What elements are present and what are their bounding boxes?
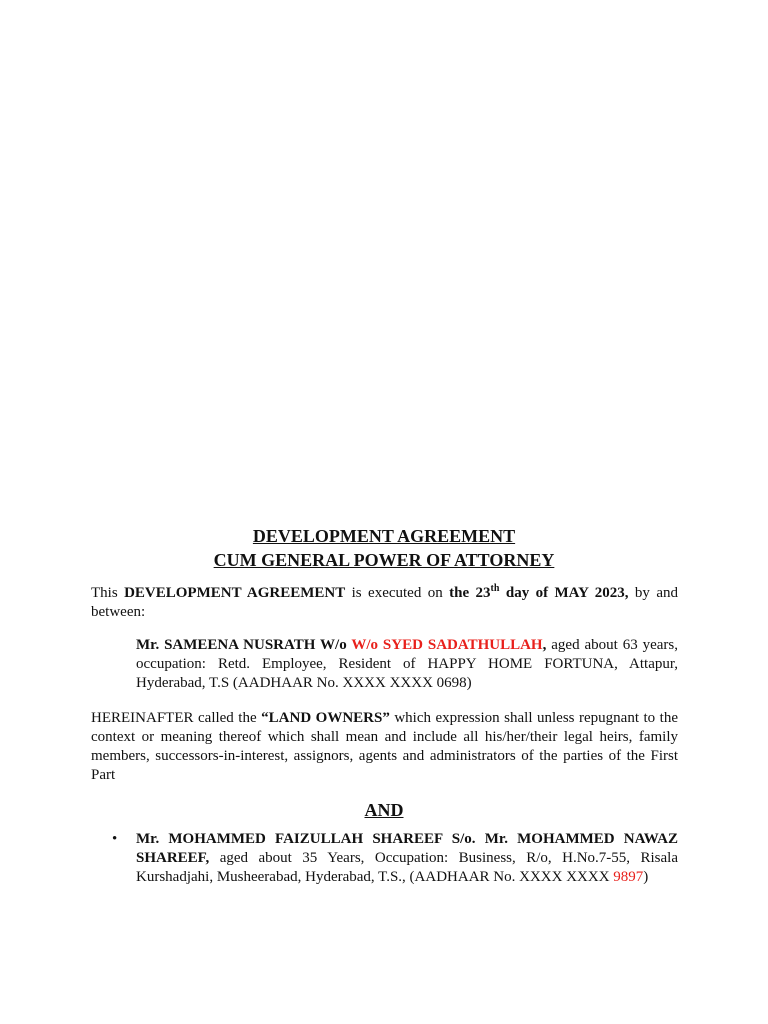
developer-aadhaar-digits: 9897: [613, 869, 644, 885]
intro-date-day: the 23: [449, 585, 491, 601]
land-owners-term: “LAND OWNERS”: [261, 710, 390, 726]
and-heading: AND: [364, 800, 404, 820]
hereinafter-paragraph: [91, 709, 678, 785]
intro-text-2: is executed on: [345, 585, 450, 601]
owner-details: aged about 63 years, occupation: Retd. Employee, Resident of HAPPY HOME FORTUNA, Attapur, Hyderabad, T.S (AADHAAR No. XXXX XXXX 0698): [136, 637, 679, 691]
bullet-icon: •: [112, 831, 118, 847]
developer-paragraph: [136, 830, 678, 887]
intro-text-3: by and between:: [91, 585, 678, 620]
developer-name: Mr. MOHAMMED FAIZULLAH SHAREEF S/o. Mr. MOHAMMED NAWAZ SHAREEF,: [136, 831, 678, 866]
document-title-line-1: DEVELOPMENT AGREEMENT: [252, 526, 516, 546]
hereinafter-text-2: which expression shall unless repugnant to the context or meaning thereof which shall mean and include all his/her/their legal heirs, family members, successors-in-interest, assignors, agents and administrators of the parties of the First Part: [91, 710, 678, 783]
intro-agreement-name: DEVELOPMENT AGREEMENT: [124, 585, 346, 601]
hereinafter-text-1: HEREINAFTER called the: [91, 710, 262, 726]
owner-relation: W/o SYED SADATHULLAH: [351, 637, 543, 653]
intro-date-month-year: day of MAY 2023,: [499, 585, 629, 601]
developer-closing: ): [643, 869, 649, 885]
document-title-line-2: CUM GENERAL POWER OF ATTORNEY: [213, 550, 555, 570]
owner-comma: ,: [542, 637, 547, 653]
owner-name: Mr. SAMEENA NUSRATH W/o: [136, 637, 352, 653]
intro-text-1: This: [91, 585, 125, 601]
land-owner-paragraph: [136, 636, 678, 693]
intro-date: [449, 585, 628, 601]
developer-details: aged about 35 Years, Occupation: Business, R/o, H.No.7-55, Risala Kurshadjahi, Musheerabad, Hyderabad, T.S., (AADHAAR No. XXXX XXXX: [136, 850, 678, 885]
intro-paragraph: [91, 584, 678, 622]
intro-date-suffix: th: [490, 583, 500, 594]
